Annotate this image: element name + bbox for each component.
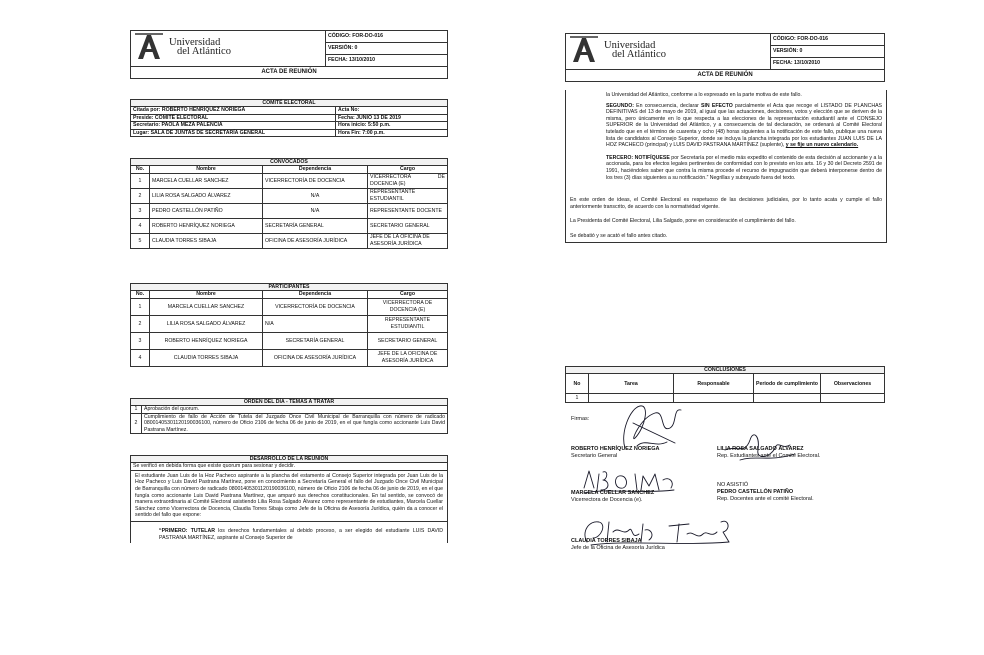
document-header [565, 33, 885, 82]
cell: SECRETARÍA GENERAL [263, 218, 368, 233]
header-codigo: CÓDIGO: FOR-DO-016 [771, 34, 885, 46]
segundo-paragraph [566, 101, 886, 151]
table-row [131, 332, 448, 349]
cell: 1 [131, 298, 150, 315]
cell: VICERRECTORA DE DOCENCIA (E) [368, 298, 448, 315]
cell: Cumplimiento de fallo de Acción de Tutela del Juzgado Once Civil Municipal de Barranquilla con número de radicado 08001405301120190036100, número de Oficio 2106 de fecha 06 de junio de 2019, en el que fungía como accionante Luis David Pastrana Martínez. [142, 413, 448, 433]
doc-title: ACTA DE REUNIÓN [566, 70, 885, 82]
cell [674, 394, 754, 403]
cell: N/A [263, 203, 368, 218]
cell: 3 [131, 203, 150, 218]
table-row [566, 394, 885, 403]
desarrollo-section [130, 455, 448, 543]
logo-cell [566, 34, 771, 70]
desarrollo-p1: Se verificó en debida forma que existe quorum para sesionar y decidir. [131, 463, 448, 470]
cell: JEFE DE LA OFICINA DE ASESORÍA JURÍDICA [368, 349, 448, 366]
cell: OFICINA DE ASESORÍA JURÍDICA [263, 233, 368, 248]
signer-3-name: MARCELA CUELLAR SANCHEZ [571, 490, 655, 496]
segundo-underlined: y se fije un nuevo calendario. [785, 142, 859, 149]
cell: ROBERTO HENRÍQUEZ NORIEGA [150, 332, 263, 349]
cell: Aprobación del quorum. [142, 406, 448, 413]
col-dependencia: Dependencia [263, 166, 368, 173]
cont-paragraph: la Universidad del Atlántico, conforme a lo expresado en la parte motiva de este fallo. [606, 92, 802, 98]
segundo-text-c: parcialmente el Acta que recoge el LISTADO DE PLANCHAS DEFINITIVAS del 13 de mayo de 2019, al igual que las actuaciones, decisiones, votos y elección que se deriven de la misma, pero únicamente en lo que respecta a las elecciones de la representación estudiantil ante el CONSEJO SUPERIOR de la Universidad del Atlántico, y a consecuencia de tal declaración, se ordenará al Comité Electoral tutelado que en el término de cuarenta y ocho (48) horas siguientes a la notificación de este fallo, publique una nueva lista de candidatos al Consejo Superior, donde se incluya la plancha integrada por los estudiantes JUAN LUIS DE LA HOZ PACHECO (principal) y LUIS DAVID PASTRANA MARTÍNEZ (suplente), [606, 102, 882, 149]
tercero-paragraph [566, 151, 886, 183]
table-row [131, 188, 448, 203]
signature-lilia [720, 420, 800, 470]
signer-1-name: ROBERTO HENRÍQUEZ NORIEGA [571, 446, 660, 452]
table-row [131, 173, 448, 188]
cell: 2 [131, 413, 142, 433]
cell: 5 [131, 233, 150, 248]
tercero-text: por Secretaría por el medio más expedito el contenido de esta decisión al accionante y a la accionada, para los efectos legales pertinentes de conformidad con lo previsto en los arts. 16 y 30 del Decreto 2591 de 1991, haciéndoles saber que contra la misma procede el recurso de impugnación que deberá interponerse dentro de los tres (3) días siguientes a su notificación.” Negrillas y subrayado fuera del texto. [606, 154, 882, 181]
university-logo-icon [135, 33, 163, 61]
quote-rest: los derechos fundamentales al debido proceso, a ser elegido del estudiante LUIS DAVID PASTRANA MARTÍNEZ, aspirante al Consejo Superior de [159, 527, 444, 541]
comite-fecha: Fecha: JUNIO 13 DE 2019 [336, 114, 448, 121]
signer-1-role: Secretario General [571, 452, 618, 459]
signer-4 [717, 482, 814, 502]
document-header [130, 30, 448, 79]
signer-4-name: PEDRO CASTELLÓN PATIÑO [717, 488, 794, 495]
col-tarea: Tarea [589, 374, 674, 394]
signer-5 [571, 538, 665, 552]
signer-2-name: LILIA ROSA SALGADO ÁLVAREZ [717, 446, 804, 452]
desarrollo-p2: El estudiante Juan Luis de la Hoz Pacheco aspirante a la plancha del estamento al Consejo Superior integrada por Juan Luis de la Hoz Pacheco y Luis David Pastrana Martínez, pone en conocimiento a Secretaría General el fallo del Juzgado Once Civil Municipal de Barranquilla con número de radicado 08001405301120190036100, número de Oficio 2106 de fecha 06 de junio de 2019, en el que fungía como accionante Luis David Pastrana Martínez, que amparó sus derechos constitucionales. En tal sentido, se convocó de manera extraordinaria al Comité Electoral asistiendo Lilia Rosa Salgado Álvarez como representante de estudiantes, Marcela Cuellar Sánchez como Vicerrectora de Docencia, Claudia Torres Sibaja como Jefe de la Oficina de Asesoría Jurídica, quién da a conocer el sentido del fallo que expone: [130, 471, 448, 522]
preside: Preside: COMITÉ ELECTORAL [131, 114, 336, 121]
cell: N/A [263, 315, 368, 332]
col-nombre: Nombre [150, 166, 263, 173]
cell: 2 [131, 315, 150, 332]
tercero-label: TERCERO: NOTIFÍQUESE [606, 154, 670, 161]
firmas-label: Firmas: [571, 416, 590, 422]
cell: CLAUDIA TORRES SIBAJA [150, 233, 263, 248]
cell: JEFE DE LA OFICINA DE ASESORÍA JURÍDICA [368, 233, 448, 248]
col-responsable: Responsable [674, 374, 754, 394]
conclusiones-table [565, 366, 885, 403]
table-row [131, 315, 448, 332]
table-row [131, 349, 448, 366]
cell: N/A [263, 188, 368, 203]
col-no: No [566, 374, 589, 394]
cell: MARCELA CUELLAR SANCHEZ [150, 173, 263, 188]
signer-5-role: Jefe de la Oficina de Asesoría Jurídica [571, 544, 665, 551]
acta-page-1 [130, 0, 448, 655]
presidenta-paragraph: La Presidenta del Comité Electoral, Lilia Salgado, pone en consideración el cumplimiento del fallo. [570, 218, 796, 225]
signer-3-role: Vicerrectora de Docencia (e). [571, 496, 643, 503]
cell [754, 394, 821, 403]
cell: SECRETARIO GENERAL [368, 332, 448, 349]
cell: 4 [131, 349, 150, 366]
header-fecha: FECHA: 13/10/2010 [326, 55, 448, 67]
header-codigo: CÓDIGO: FOR-DO-016 [326, 31, 448, 43]
header-fecha: FECHA: 13/10/2010 [771, 58, 885, 70]
quote-bold: “PRIMERO: TUTELAR [159, 527, 215, 534]
cell: 2 [131, 188, 150, 203]
cell: SECRETARIO GENERAL [368, 218, 448, 233]
table-row [131, 413, 448, 433]
page2-body [565, 90, 887, 243]
cell: REPRESENTANTE ESTUDIANTIL [368, 315, 448, 332]
university-name-line1: Universidad [169, 37, 221, 48]
col-observaciones: Observaciones [821, 374, 885, 394]
cell: LILIA ROSA SALGADO ÁLVAREZ [150, 188, 263, 203]
segundo-sin-efecto: SIN EFECTO [701, 102, 733, 109]
participantes-table [130, 283, 448, 367]
hora-fin: Hora Fin: 7:00 p.m. [336, 129, 448, 136]
segundo-text-a: En consecuencia, declarar [633, 102, 702, 109]
cell: REPRESENTANTE DOCENTE [368, 203, 448, 218]
signer-2-role: Rep. Estudiantes ante el Comité Electoral. [717, 452, 821, 459]
signer-3 [571, 490, 654, 504]
secretario: Secretario: PAOLA MEZA PALENCIA [131, 122, 336, 129]
cell: REPRESENTANTE ESTUDIANTIL [368, 188, 448, 203]
table-row [131, 233, 448, 248]
table-row [131, 406, 448, 413]
university-logo-icon [570, 36, 598, 64]
desarrollo-quote [130, 522, 448, 543]
cell: VICERRECTORÍA DE DOCENCIA [263, 173, 368, 188]
acta-no: Acta No: [336, 107, 448, 114]
signer-4-note: NO ASISTIÓ [717, 482, 749, 488]
cell: 1 [131, 406, 142, 413]
cell: LILIA ROSA SALGADO ÁLVAREZ [150, 315, 263, 332]
cell: MARCELA CUELLAR SANCHEZ [150, 298, 263, 315]
orden-table [130, 398, 448, 434]
signer-5-name: CLAUDIA TORRES SIBAJA [571, 538, 642, 544]
comite-table [130, 99, 448, 137]
table-row [131, 203, 448, 218]
cell: 3 [131, 332, 150, 349]
cell: PEDRO CASTELLÓN PATIÑO [150, 203, 263, 218]
col-dependencia: Dependencia [263, 291, 368, 298]
col-cargo: Cargo [368, 166, 448, 173]
convocados-table [130, 158, 448, 249]
lugar: Lugar: SALA DE JUNTAS DE SECRETARÍA GENERAL [131, 129, 336, 136]
doc-title: ACTA DE REUNIÓN [131, 67, 448, 79]
comite-title: COMITÉ ELECTORAL [131, 100, 448, 107]
university-name-line2: del Atlántico [612, 49, 666, 60]
signer-1 [571, 446, 660, 460]
cell: VICERRECTORA DE DOCENCIA (E) [368, 173, 448, 188]
university-name-line1: Universidad [604, 40, 656, 51]
col-nombre: Nombre [150, 291, 263, 298]
orden-title: ORDEN DEL DÍA - TEMAS A TRATAR [131, 399, 448, 406]
convocados-title: CONVOCADOS [131, 159, 448, 166]
conclusiones-title: CONCLUSIONES [566, 367, 885, 374]
cell: CLAUDIA TORRES SIBAJA [150, 349, 263, 366]
cell: VICERRECTORÍA DE DOCENCIA [263, 298, 368, 315]
orden-ideas-paragraph: En este orden de ideas, el Comité Electoral es respetuoso de las decisiones judiciales, por lo tanto acata y cumple el fallo anteriormente transcrito, de acuerdo con la normatividad vigente. [570, 197, 882, 210]
debatio-paragraph: Se debatió y se acató el fallo antes citado. [570, 232, 668, 239]
logo-cell [131, 31, 326, 67]
col-no: No. [131, 166, 150, 173]
segundo-label: SEGUNDO: [606, 102, 634, 109]
university-name-line2: del Atlántico [177, 46, 231, 57]
header-version: VERSIÓN: 0 [326, 43, 448, 55]
col-periodo: Periodo de cumplimiento [754, 374, 821, 394]
table-row [131, 298, 448, 315]
cell: OFICINA DE ASESORÍA JURÍDICA [263, 349, 368, 366]
cell: 1 [566, 394, 589, 403]
cell: SECRETARÍA GENERAL [263, 332, 368, 349]
signer-4-role: Rep. Docentes ante el comité Electoral. [717, 495, 814, 502]
header-version: VERSIÓN: 0 [771, 46, 885, 58]
acta-page-2 [565, 0, 885, 655]
col-cargo: Cargo [368, 291, 448, 298]
cell: 1 [131, 173, 150, 188]
cell [821, 394, 885, 403]
cell: 4 [131, 218, 150, 233]
hora-inicio: Hora inicio: 5:50 p.m. [336, 122, 448, 129]
table-row [131, 218, 448, 233]
citada-por: Citada por: ROBERTO HENRÍQUEZ NORIEGA [131, 107, 336, 114]
signer-2 [717, 446, 820, 460]
participantes-title: PARTICIPANTES [131, 284, 448, 291]
cell: ROBERTO HENRÍQUEZ NORIEGA [150, 218, 263, 233]
col-no: No. [131, 291, 150, 298]
desarrollo-title: DESARROLLO DE LA REUNIÓN [131, 456, 448, 463]
